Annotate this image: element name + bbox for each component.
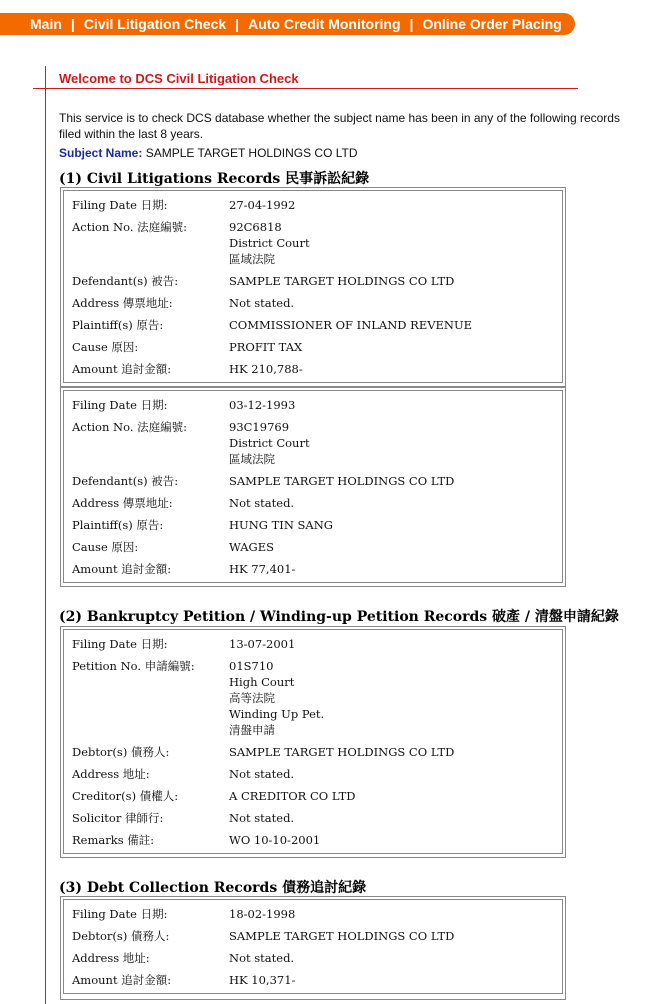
nav-separator: | [70, 16, 75, 32]
record-value-line: Not stated. [229, 767, 295, 781]
record-value-line: 區域法院 [229, 452, 275, 466]
record-field-value [229, 561, 562, 577]
record-row [64, 785, 562, 807]
record-row [64, 358, 562, 380]
record-field-label: Address 地址: [72, 951, 150, 965]
nav-separator: | [235, 16, 240, 32]
nav-online-order-placing[interactable]: Online Order Placing [422, 16, 562, 32]
record-field-value [229, 419, 562, 467]
record-value-line: District Court [229, 436, 310, 450]
record-field-value [229, 928, 562, 944]
record-field-value [229, 273, 562, 289]
record-row [64, 655, 562, 741]
record-value-line: 27-04-1992 [229, 198, 296, 212]
record-row [64, 925, 562, 947]
record-value-line: PROFIT TAX [229, 340, 303, 354]
record-value-line: 13-07-2001 [229, 637, 296, 651]
record-row [64, 336, 562, 358]
record-field-label: Address 傳票地址: [72, 496, 173, 510]
subject-label: Subject Name: [59, 146, 143, 160]
record-value-line: 03-12-1993 [229, 398, 296, 412]
subject-value: SAMPLE TARGET HOLDINGS CO LTD [145, 146, 358, 160]
record-value-line: Not stated. [229, 296, 295, 310]
record-field-value [229, 295, 562, 311]
record-row [64, 633, 562, 655]
record-value-line: SAMPLE TARGET HOLDINGS CO LTD [229, 474, 455, 488]
record-value-line: HK 210,788- [229, 362, 303, 376]
record-value-line: HK 77,401- [229, 562, 296, 576]
record-field-label: Plaintiff(s) 原告: [72, 518, 164, 532]
record-field-label: Address 傳票地址: [72, 296, 173, 310]
record-field-value [229, 361, 562, 377]
intro-text: This service is to check DCS database whether the subject name has been in any of the following records filed within the last 8 years. [59, 111, 620, 141]
record-box [60, 896, 566, 1000]
record-row [64, 216, 562, 270]
record-field-label: Action No. 法庭編號: [72, 420, 187, 434]
top-nav-bar [0, 13, 575, 35]
record-field-label: Cause 原因: [72, 340, 139, 354]
section-title-civil-litigations: (1) Civil Litigations Records 民事訴訟紀錄 [59, 171, 370, 187]
record-field-label: Filing Date 日期: [72, 198, 168, 212]
record-row [64, 492, 562, 514]
record-field-value [229, 636, 562, 652]
record-field-value [229, 473, 562, 489]
record-value-line: SAMPLE TARGET HOLDINGS CO LTD [229, 929, 455, 943]
record-field-label: Cause 原因: [72, 540, 139, 554]
record-field-value [229, 495, 562, 511]
record-field-value [229, 766, 562, 782]
record-value-line: District Court [229, 236, 310, 250]
record-value-line: High Court [229, 675, 295, 689]
record-field-value [229, 744, 562, 760]
record-row [64, 741, 562, 763]
subject-name [59, 146, 358, 160]
record-row [64, 394, 562, 416]
record-field-label: Filing Date 日期: [72, 637, 168, 651]
record-value-line: SAMPLE TARGET HOLDINGS CO LTD [229, 745, 455, 759]
record-value-line: 18-02-1998 [229, 907, 296, 921]
vertical-rule [45, 66, 46, 1004]
record-field-value [229, 539, 562, 555]
record-field-label: Plaintiff(s) 原告: [72, 318, 164, 332]
record-value-line: SAMPLE TARGET HOLDINGS CO LTD [229, 274, 455, 288]
section-title-debt-collection: (3) Debt Collection Records 債務追討紀錄 [59, 880, 367, 896]
record-box [60, 187, 566, 387]
record-row [64, 314, 562, 336]
record-field-label: Defendant(s) 被告: [72, 474, 179, 488]
record-row [64, 829, 562, 851]
record-value-line: WO 10-10-2001 [229, 833, 321, 847]
record-row [64, 947, 562, 969]
record-row [64, 514, 562, 536]
record-value-line: Not stated. [229, 811, 295, 825]
record-field-value [229, 397, 562, 413]
nav-civil-litigation-check[interactable]: Civil Litigation Check [83, 16, 227, 32]
record-row [64, 416, 562, 470]
record-field-value [229, 972, 562, 988]
record-value-line: HK 10,371- [229, 973, 296, 987]
record-value-line: 區域法院 [229, 252, 275, 266]
record-row [64, 270, 562, 292]
record-field-label: Defendant(s) 被告: [72, 274, 179, 288]
record-value-line: WAGES [229, 540, 275, 554]
record-value-line: Winding Up Pet. [229, 707, 325, 721]
record-field-label: Amount 追討金額: [72, 973, 172, 987]
record-field-value [229, 832, 562, 848]
record-field-label: Petition No. 申請編號: [72, 659, 195, 673]
record-row [64, 903, 562, 925]
record-field-value [229, 906, 562, 922]
record-row [64, 558, 562, 580]
record-row [64, 194, 562, 216]
record-field-value [229, 339, 562, 355]
record-value-line: 清盤申請 [229, 723, 275, 737]
record-row [64, 536, 562, 558]
record-field-value [229, 197, 562, 213]
record-value-line: 92C6818 [229, 220, 282, 234]
record-row [64, 292, 562, 314]
record-field-label: Address 地址: [72, 767, 150, 781]
record-field-value [229, 219, 562, 267]
nav-separator: | [409, 16, 414, 32]
record-field-value [229, 658, 562, 738]
record-field-value [229, 810, 562, 826]
record-field-label: Action No. 法庭編號: [72, 220, 187, 234]
record-field-label: Creditor(s) 債權人: [72, 789, 179, 803]
record-value-line: 01S710 [229, 659, 274, 673]
record-field-label: Remarks 備註: [72, 833, 155, 847]
record-value-line: 高等法院 [229, 691, 275, 705]
record-row [64, 763, 562, 785]
record-field-value [229, 788, 562, 804]
record-field-label: Debtor(s) 債務人: [72, 745, 170, 759]
record-value-line: A CREDITOR CO LTD [229, 789, 356, 803]
horizontal-rule [33, 88, 578, 89]
record-value-line: Not stated. [229, 496, 295, 510]
page-title: Welcome to DCS Civil Litigation Check [59, 71, 299, 86]
record-field-label: Amount 追討金額: [72, 362, 172, 376]
record-field-value [229, 317, 562, 333]
record-row [64, 969, 562, 991]
record-field-label: Filing Date 日期: [72, 907, 168, 921]
record-value-line: Not stated. [229, 951, 295, 965]
nav-auto-credit-monitoring[interactable]: Auto Credit Monitoring [248, 16, 401, 32]
record-field-label: Filing Date 日期: [72, 398, 168, 412]
record-box [60, 626, 566, 858]
record-box [60, 387, 566, 587]
record-value-line: 93C19769 [229, 420, 290, 434]
section-title-bankruptcy-winding-up: (2) Bankruptcy Petition / Winding-up Petition Records 破產 / 清盤申請紀錄 [59, 609, 619, 625]
record-row [64, 470, 562, 492]
record-field-value [229, 950, 562, 966]
record-row [64, 807, 562, 829]
record-field-label: Amount 追討金額: [72, 562, 172, 576]
record-field-label: Solicitor 律師行: [72, 811, 164, 825]
record-field-value [229, 517, 562, 533]
record-value-line: HUNG TIN SANG [229, 518, 333, 532]
record-value-line: COMMISSIONER OF INLAND REVENUE [229, 318, 473, 332]
nav-main[interactable]: Main [30, 16, 62, 32]
record-field-label: Debtor(s) 債務人: [72, 929, 170, 943]
